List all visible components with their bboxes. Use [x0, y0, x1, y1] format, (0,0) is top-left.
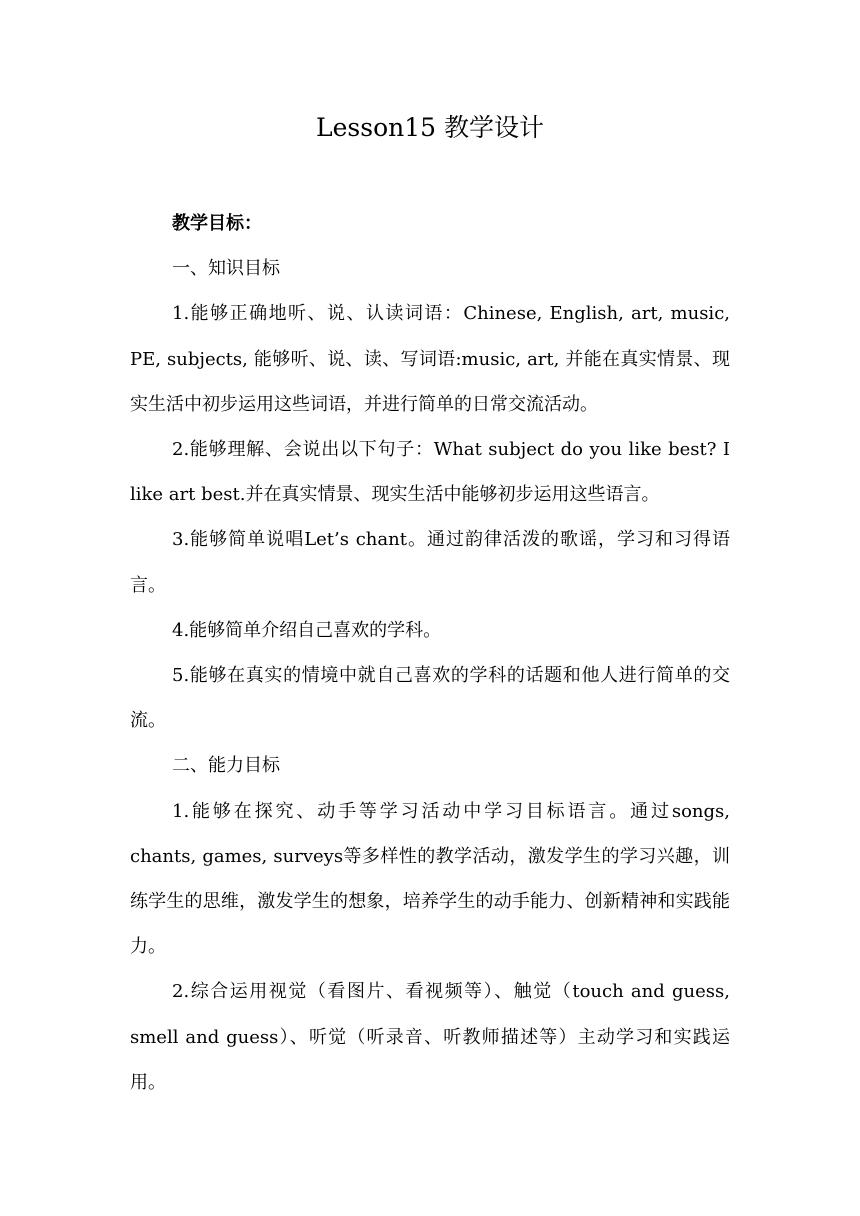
knowledge-item-5: 5.能够在真实的情境中就自己喜欢的学科的话题和他人进行简单的交流。 [130, 665, 730, 732]
ability-item-1: 1.能够在探究、动手等学习活动中学习目标语言。通过songs, chants, games, surveys等多样性的教学活动，激发学生的学习兴趣，训练学生的思维，激发学生的想象，培养学生的动手能力、创新精神和实践能力。 [130, 800, 730, 958]
knowledge-item-3: 3.能够简单说唱Let’s chant。通过韵律活泼的歌谣，学习和习得语言。 [130, 529, 730, 596]
knowledge-item-2: 2.能够理解、会说出以下句子：What subject do you like best? I like art best.并在真实情景、现实生活中能够初步运用这些语言。 [130, 439, 730, 506]
section-heading-teaching-objectives: 教学目标： [172, 213, 262, 234]
subheading-ability-objectives: 二、能力目标 [172, 755, 280, 777]
ability-item-2: 2.综合运用视觉（看图片、看视频等）、触觉（touch and guess, smell and guess）、听觉（听录音、听教师描述等）主动学习和实践运用。 [130, 981, 730, 1093]
knowledge-item-1: 1.能够正确地听、说、认读词语：Chinese, English, art, music, PE, subjects, 能够听、说、读、写词语:music, art, 并能在真实情景、现实生活中初步运用这些词语，并进行简单的日常交流活动。 [130, 303, 730, 415]
subheading-knowledge-objectives: 一、知识目标 [172, 258, 280, 280]
document-title: Lesson15 教学设计 [316, 113, 544, 142]
document-body [130, 201, 730, 1105]
knowledge-item-4: 4.能够简单介绍自己喜欢的学科。 [172, 619, 442, 641]
